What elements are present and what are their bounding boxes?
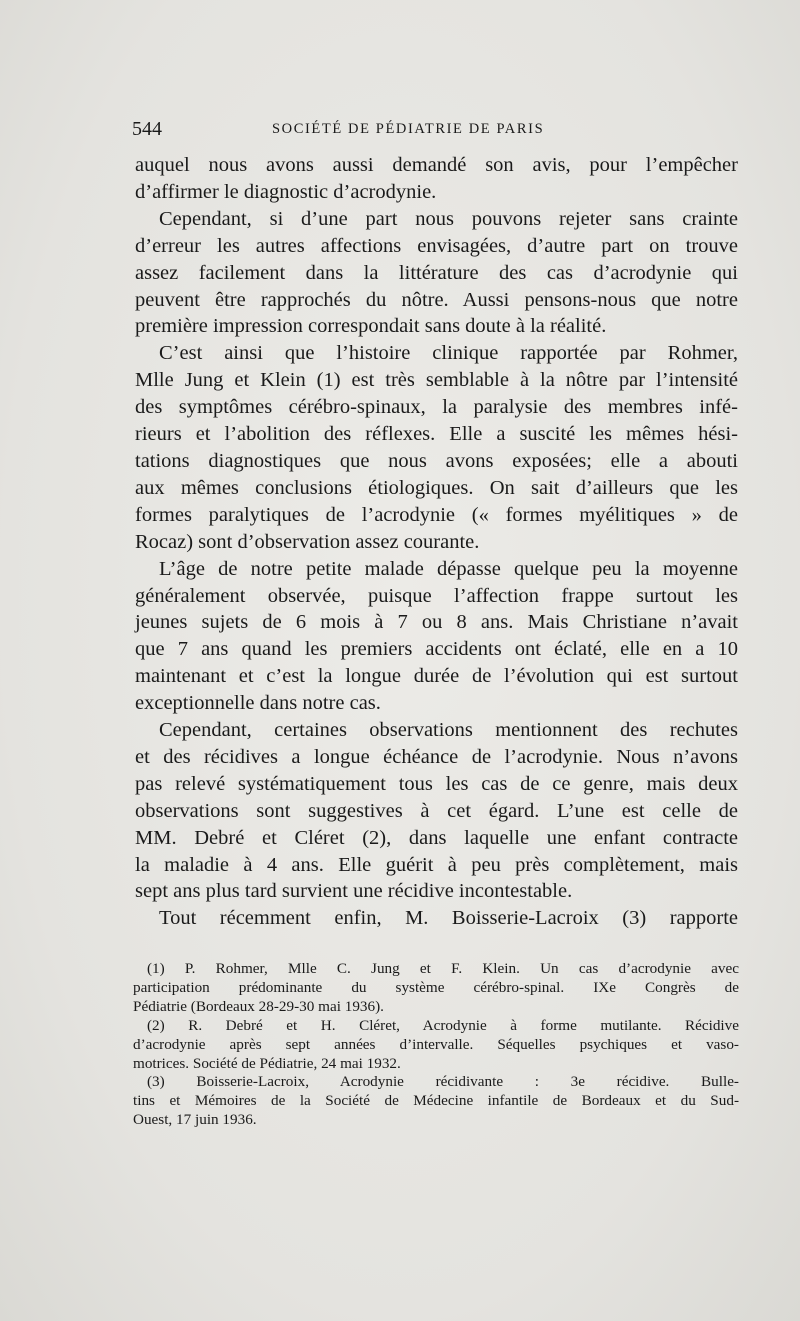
text-line: auquel nous avons aussi demandé son avis, pour l’empêcher: [135, 154, 738, 176]
page-number: 544: [132, 118, 162, 140]
text-line: Rocaz) sont d’observation assez courante.: [135, 530, 480, 553]
text-line: d’erreur les autres affections envisagées, d’autre part on trouve: [135, 234, 738, 257]
page-header: [132, 118, 737, 148]
footnote-line: (2) R. Debré et H. Cléret, Acrodynie à forme mutilante. Récidive: [147, 1016, 739, 1034]
body-text: [135, 152, 738, 932]
text-line: maintenant et c’est la longue durée de l’évolution qui est surtout: [135, 665, 738, 688]
text-line: L’âge de notre petite malade dépasse quelque peu la moyenne: [159, 557, 738, 580]
text-line: observations sont suggestives à cet égard. L’une est celle de: [135, 799, 738, 822]
footnote-line: participation prédominante du système cérébro-spinal. IXe Congrès de: [133, 978, 739, 996]
text-line: sept ans plus tard survient une récidive incontestable.: [135, 880, 573, 903]
text-line: des symptômes cérébro-spinaux, la paralysie des membres infé-: [135, 396, 738, 419]
footnote-line: d’acrodynie après sept années d’intervalle. Séquelles psychiques et vaso-: [133, 1035, 739, 1053]
text-line: que 7 ans quand les premiers accidents ont éclaté, elle en a 10: [135, 638, 738, 661]
text-line: Cependant, si d’une part nous pouvons rejeter sans crainte: [159, 207, 738, 230]
text-line: pas relevé systématiquement tous les cas de ce genre, mais deux: [135, 772, 738, 795]
footnote-line: motrices. Société de Pédiatrie, 24 mai 1932.: [133, 1054, 401, 1072]
text-line: première impression correspondait sans doute à la réalité.: [135, 315, 607, 338]
text-line: aux mêmes conclusions étiologiques. On sait d’ailleurs que les: [135, 476, 738, 499]
text-line: généralement observée, puisque l’affection frappe surtout les: [135, 584, 738, 607]
text-line: peuvent être rapprochés du nôtre. Aussi pensons-nous que notre: [135, 288, 738, 311]
text-line: Cependant, certaines observations mentionnent des rechutes: [159, 719, 738, 742]
running-title: SOCIÉTÉ DE PÉDIATRIE DE PARIS: [272, 121, 545, 137]
text-line: assez facilement dans la littérature des cas d’acrodynie qui: [135, 261, 738, 284]
footnotes: [133, 960, 739, 1130]
text-line: Tout récemment enfin, M. Boisserie-Lacroix (3) rapporte: [159, 907, 738, 930]
text-line: et des récidives a longue échéance de l’acrodynie. Nous n’avons: [135, 745, 738, 768]
text-line: Mlle Jung et Klein (1) est très semblable à la nôtre par l’intensité: [135, 369, 738, 392]
text-line: la maladie à 4 ans. Elle guérit à peu près complètement, mais: [135, 853, 738, 876]
text-line: d’affirmer le diagnostic d’acrodynie.: [135, 180, 437, 203]
text-line: rieurs et l’abolition des réflexes. Elle a suscité les mêmes hési-: [135, 423, 738, 446]
text-line: exceptionnelle dans notre cas.: [135, 692, 381, 715]
footnote-line: (3) Boisserie-Lacroix, Acrodynie récidivante : 3e récidive. Bulle-: [147, 1073, 739, 1091]
text-line: jeunes sujets de 6 mois à 7 ou 8 ans. Mais Christiane n’avait: [135, 611, 738, 634]
footnote-line: Ouest, 17 juin 1936.: [133, 1111, 257, 1129]
footnote-line: Pédiatrie (Bordeaux 28-29-30 mai 1936).: [133, 997, 384, 1015]
text-line: C’est ainsi que l’histoire clinique rapportée par Rohmer,: [159, 342, 738, 365]
footnote-line: (1) P. Rohmer, Mlle C. Jung et F. Klein. Un cas d’acrodynie avec: [147, 960, 739, 977]
text-line: tations diagnostiques que nous avons exposées; elle a abouti: [135, 449, 738, 472]
footnote-line: tins et Mémoires de la Société de Médecine infantile de Bordeaux et du Sud-: [133, 1092, 739, 1110]
text-line: formes paralytiques de l’acrodynie (« formes myélitiques » de: [135, 503, 738, 526]
text-line: MM. Debré et Cléret (2), dans laquelle une enfant contracte: [135, 826, 738, 849]
